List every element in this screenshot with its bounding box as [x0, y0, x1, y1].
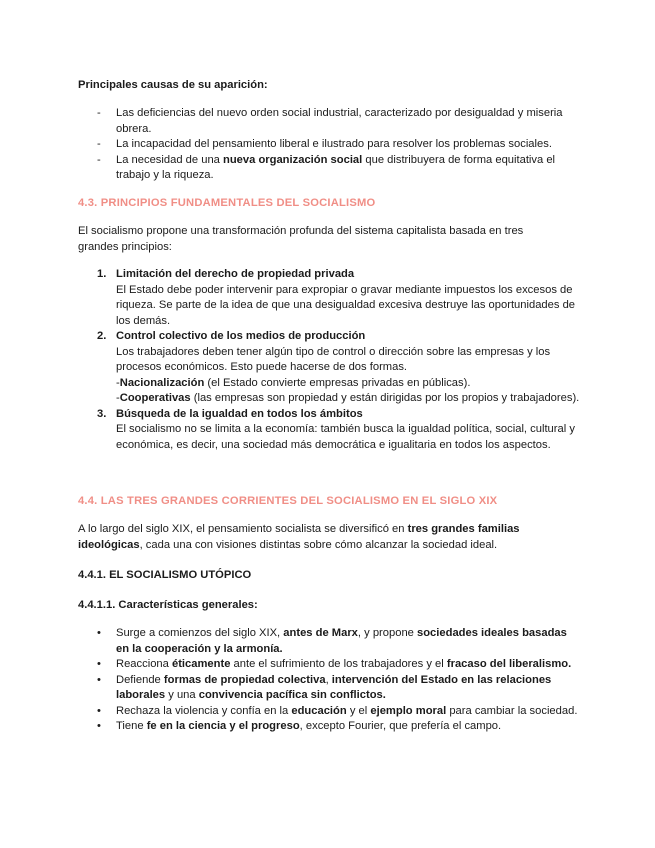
section-heading-4-4: 4.4. LAS TRES GRANDES CORRIENTES DEL SOCIALISMO EN EL SIGLO XIX — [78, 495, 498, 507]
list-item: - La incapacidad del pensamiento liberal e ilustrado para resolver los problemas sociales. — [78, 137, 583, 153]
list-item: • Rechaza la violencia y confía en la educación y el ejemplo moral para cambiar la sociedad. — [78, 704, 583, 720]
list-item: • Reacciona éticamente ante el sufrimiento de los trabajadores y el fracaso del liberalismo. — [78, 657, 583, 673]
section-heading-4-4-1: 4.4.1. EL SOCIALISMO UTÓPICO — [78, 569, 252, 581]
list-item: • Defiende formas de propiedad colectiva, intervención del Estado en las relaciones laborales y una convivencia pacífica sin conflictos. — [78, 673, 583, 704]
list-item: 3. Búsqueda de la igualdad en todos los ámbitos El socialismo no se limita a la economía: también busca la igualdad política, social, cultural y económica, es decir, una sociedad más democrática e igualitaria en todos los aspectos. — [97, 407, 575, 451]
causes-title: Principales causas de su aparición: — [78, 79, 268, 91]
form-item: -Nacionalización (el Estado convierte empresas privadas en públicas). — [116, 376, 471, 389]
section-heading-4-4-1-1: 4.4.1.1. Características generales: — [78, 599, 258, 611]
causes-list — [78, 106, 583, 184]
characteristics-list — [78, 626, 583, 735]
list-item: - La necesidad de una nueva organización social que distribuyera de forma equitativa el trabajo y la riqueza. — [78, 153, 583, 184]
list-item: • Tiene fe en la ciencia y el progreso, excepto Fourier, que prefería el campo. — [78, 719, 583, 735]
list-item: - Las deficiencias del nuevo orden social industrial, caracterizado por desigualdad y miseria obrera. — [78, 106, 583, 137]
form-item: -Cooperativas (las empresas son propiedad y están dirigidas por los propios y trabajadores). — [116, 392, 580, 404]
section-4-3-intro: El socialismo propone una transformación profunda del sistema capitalista basada en tres grandes principios: — [78, 225, 524, 253]
section-4-4-intro: A lo largo del siglo XIX, el pensamiento socialista se diversificó en tres grandes familias ideológicas, cada una con visiones distintas sobre cómo alcanzar la sociedad ideal. — [78, 523, 520, 551]
list-item: 2. Control colectivo de los medios de producción Los trabajadores deben tener algún tipo de control o dirección sobre las empresas y los procesos económicos. Esto puede hacerse de dos formas. -Nacionalización (el Estado convierte empresas privadas en públicas). -Cooperativas (las empresas son propiedad y están dirigidas por los propios y trabajadores). — [78, 329, 583, 407]
principles-list — [78, 267, 583, 453]
section-heading-4-3: 4.3. PRINCIPIOS FUNDAMENTALES DEL SOCIALISMO — [78, 197, 376, 209]
list-item: • Surge a comienzos del siglo XIX, antes de Marx, y propone sociedades ideales basadas en la cooperación y la armonía. — [78, 626, 583, 657]
list-item: 1. Limitación del derecho de propiedad privada El Estado debe poder intervenir para expropiar o gravar mediante impuestos los excesos de riqueza. Se parte de la idea de que una desigualdad excesiva destruye las oportunidades de los demás. — [97, 268, 576, 327]
